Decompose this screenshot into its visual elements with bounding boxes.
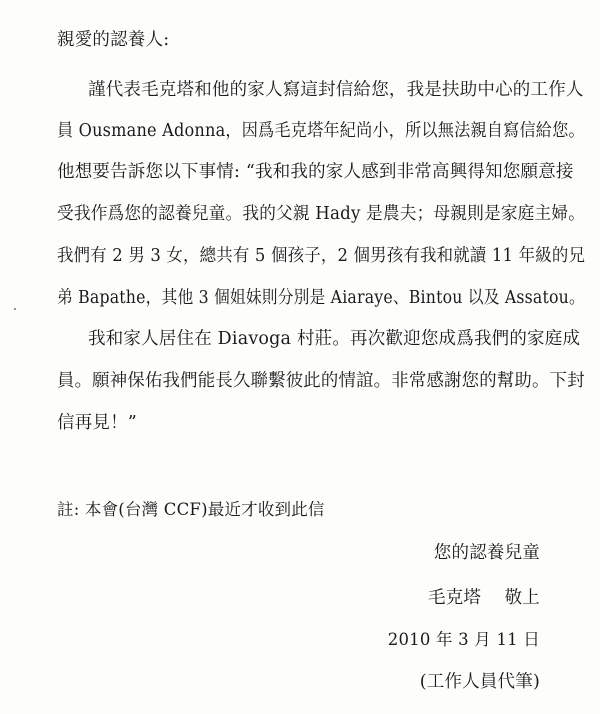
paragraph-1-line-4: 受我作爲您的認養兒童。我的父親 Hady 是農夫；母親則是家庭主婦。 <box>57 204 586 224</box>
signature-line: 毛克塔 敬上 <box>428 588 540 608</box>
paragraph-2-line-1: 我和家人居住在 Diavoga 村莊。再次歡迎您成爲我們的家庭成 <box>88 329 581 349</box>
paragraph-1-line-2: 員 Ousmane Adonna，因爲毛克塔年紀尚小，所以無法親自寫信給您。 <box>57 121 585 141</box>
proxy-note: (工作人員代筆) <box>419 672 540 692</box>
salutation: 親愛的認養人: <box>57 30 170 50</box>
paragraph-1-line-3: 他想要告訴您以下事情: “我和我的家人感到非常高興得知您願意接 <box>57 162 574 182</box>
paragraph-2-line-3: 信再見！” <box>57 413 137 433</box>
letter-date: 2010 年 3 月 11 日 <box>387 630 540 649</box>
scan-speck <box>14 308 16 310</box>
paragraph-1-line-6: 弟 Bapathe，其他 3 個姐妹則分別是 Aiaraye、Bintou 以及 Assatou。 <box>57 288 585 308</box>
closing-line: 您的認養兒童 <box>433 543 540 563</box>
editor-note: 註: 本會(台灣 CCF)最近才收到此信 <box>57 500 325 519</box>
paragraph-1-line-1: 謹代表毛克塔和他的家人寫這封信給您，我是扶助中心的工作人 <box>88 80 584 100</box>
paragraph-1-line-5: 我們有 2 男 3 女，總共有 5 個孩子，2 個男孩有我和就讀 11 年級的兄 <box>57 246 586 266</box>
paragraph-2-line-2: 員。願神保佑我們能長久聯繫彼此的情誼。非常感謝您的幫助。下封 <box>57 371 585 391</box>
